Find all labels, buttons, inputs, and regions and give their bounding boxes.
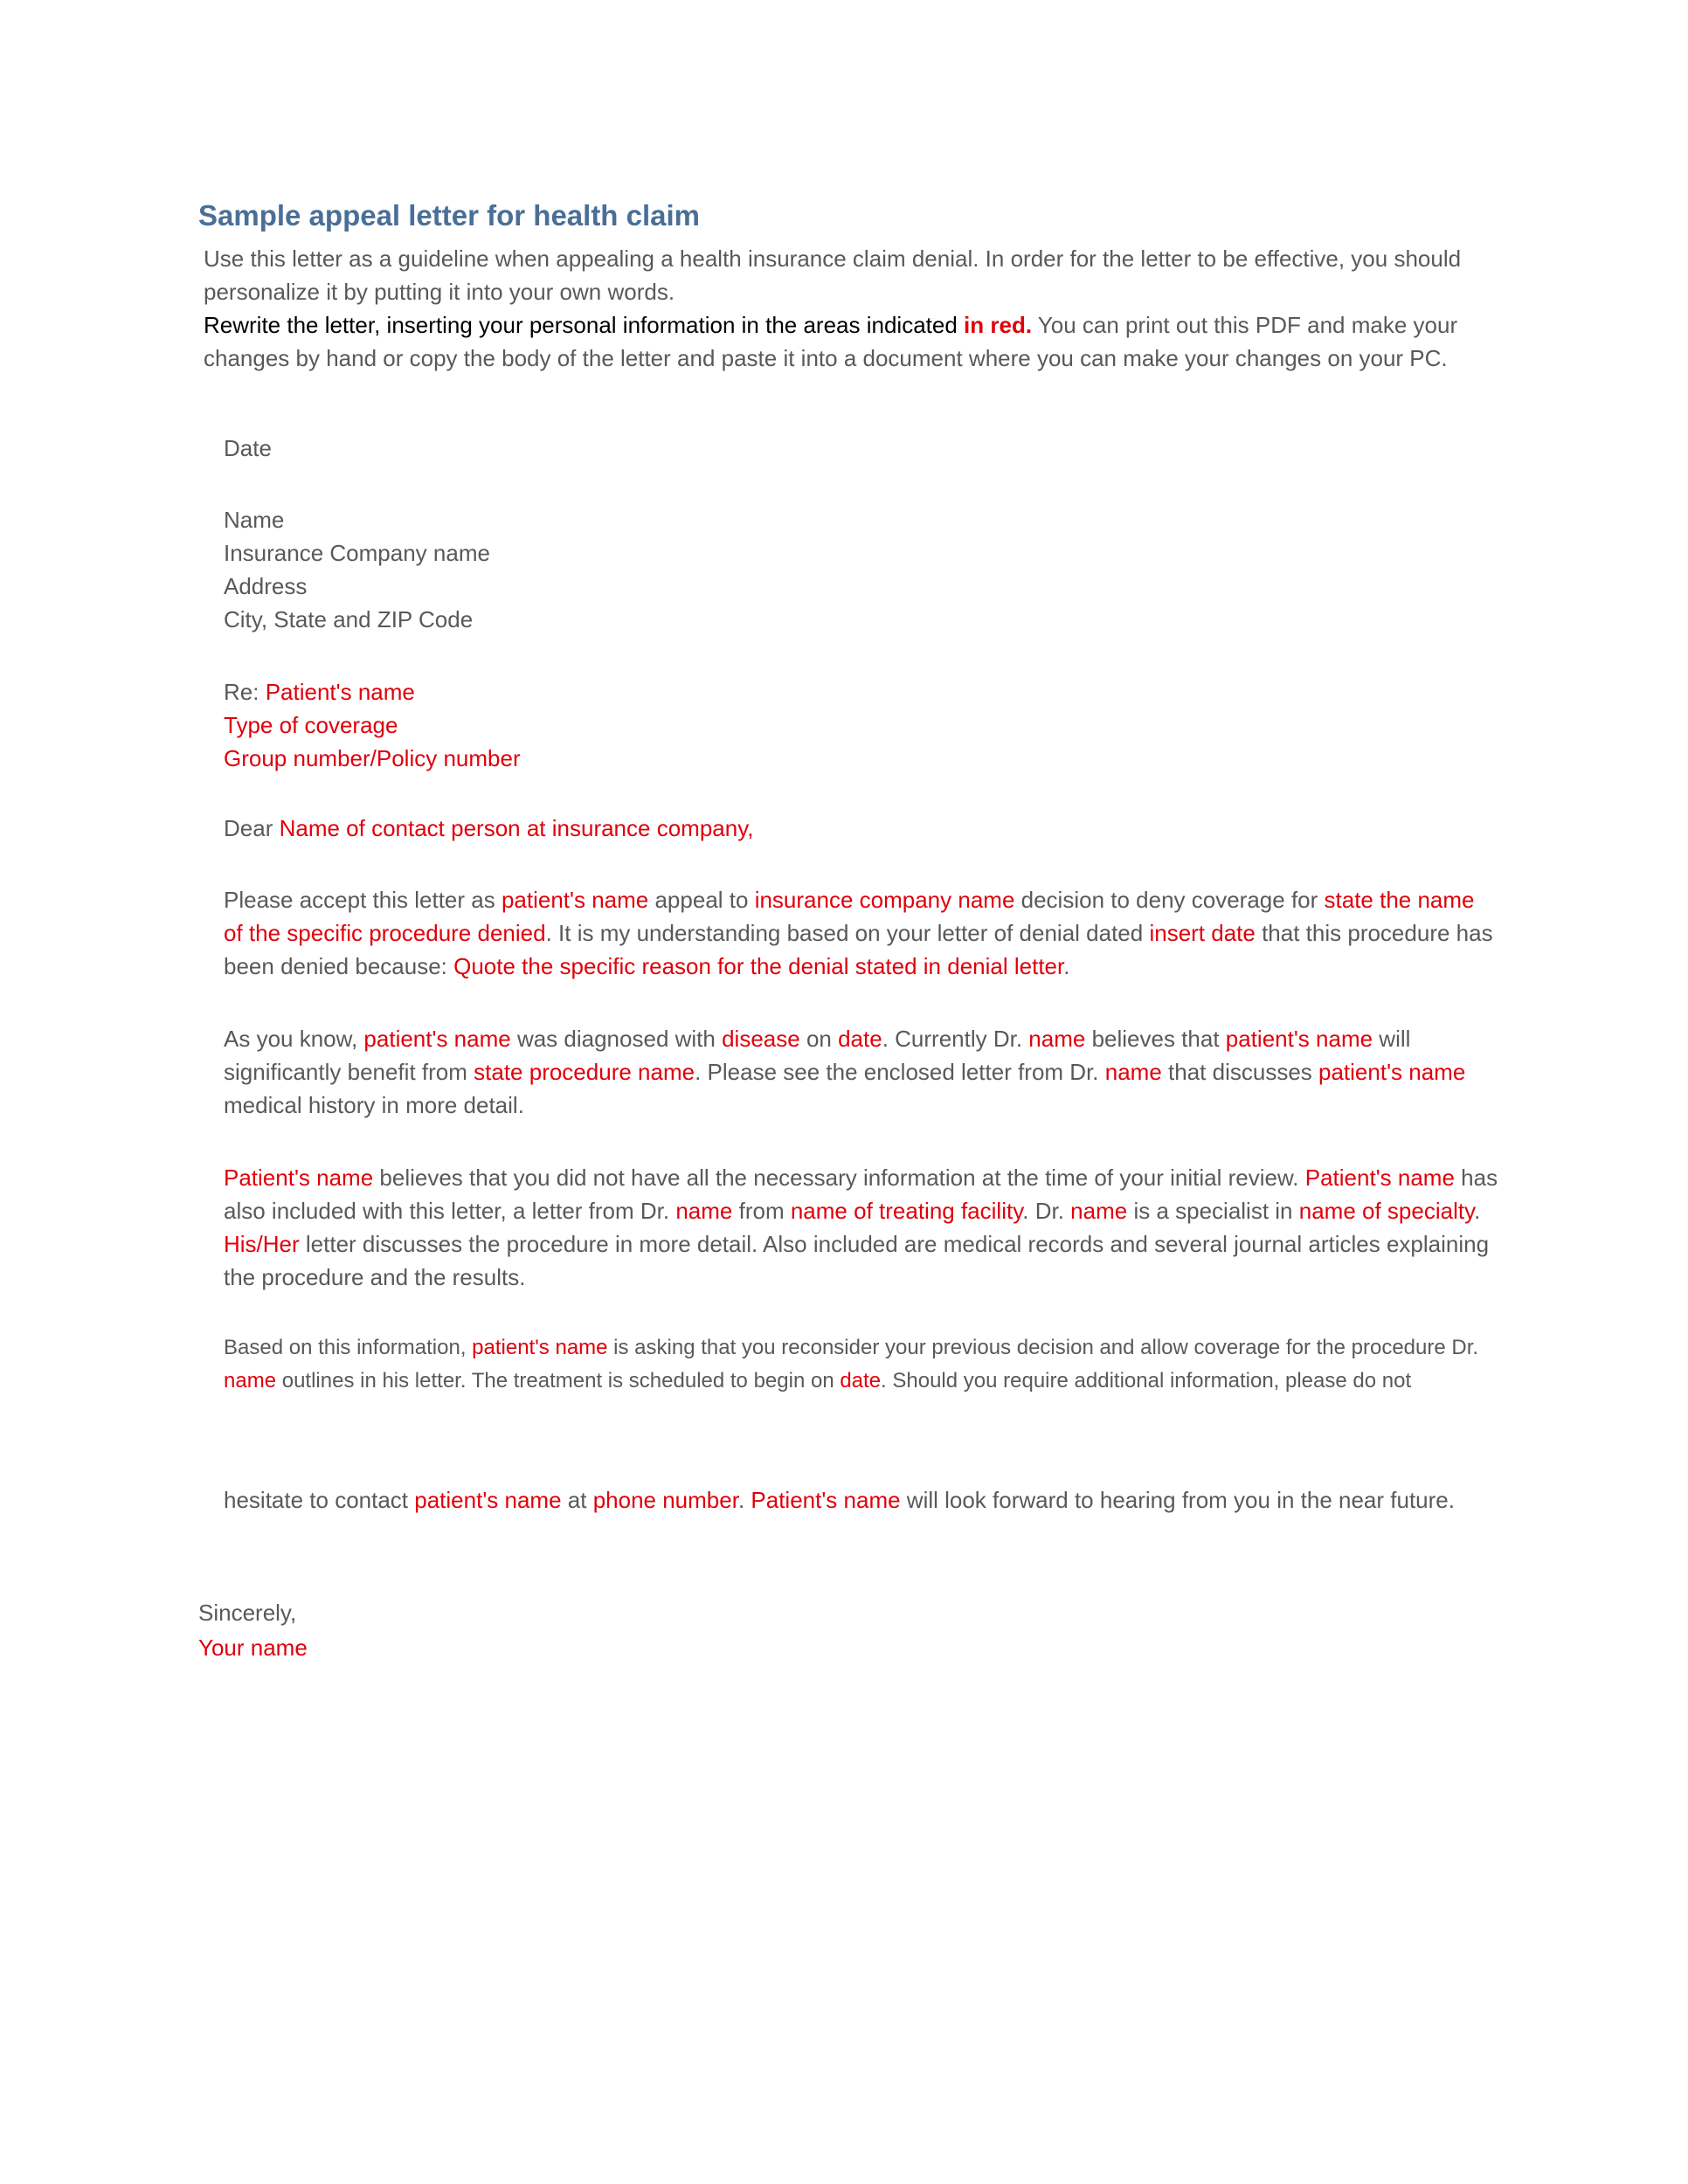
- letter-text: .: [1063, 953, 1070, 979]
- placeholder-text: name of specialty: [1298, 1198, 1475, 1224]
- recipient-city: City, State and ZIP Code: [224, 606, 474, 632]
- placeholder-text: state the name of the specific procedure denied: [224, 887, 1475, 946]
- letter-text: believes that you did not have all the necessary information at the time of your initial review.: [373, 1165, 1305, 1191]
- intro-print-note: You can print out this PDF and make your changes by hand or copy the body of the letter and paste it into a document where you can make your changes on your PC.: [204, 312, 1458, 371]
- salutation-dear: Dear: [224, 815, 280, 841]
- placeholder-text: patient's name: [1225, 1026, 1373, 1052]
- letter-text: on: [799, 1026, 839, 1052]
- letter-text: appeal to: [648, 887, 755, 913]
- placeholder-text: name: [1070, 1198, 1128, 1224]
- placeholder-text: name of treating facility: [790, 1198, 1023, 1224]
- salutation-contact: Name of contact person at insurance company,: [279, 815, 754, 841]
- intro-instruction: Rewrite the letter, inserting your personal information in the areas indicated: [204, 312, 965, 338]
- letter-text: that this procedure has been denied because:: [224, 920, 1493, 979]
- letter-text: Please accept this letter as: [224, 887, 502, 913]
- body-paragraph-5: [224, 1482, 1499, 1518]
- placeholder-text: name: [1028, 1026, 1086, 1052]
- letter-text: that discusses: [1161, 1059, 1319, 1085]
- letter-text: . Please see the enclosed letter from Dr.: [695, 1059, 1105, 1085]
- recipient-company: Insurance Company name: [224, 540, 490, 566]
- placeholder-text: date: [840, 1369, 882, 1393]
- letter-text: .: [737, 1487, 751, 1513]
- recipient-address-block: [224, 503, 1499, 636]
- letter-text: decision to deny coverage for: [1014, 887, 1325, 913]
- intro-paragraph-2: [204, 308, 1479, 375]
- letter-text: hesitate to contact: [224, 1487, 415, 1513]
- letter-text: was diagnosed with: [510, 1026, 723, 1052]
- letter-text: from: [732, 1198, 791, 1224]
- letter-text: is a specialist in: [1127, 1198, 1299, 1224]
- reference-block: [224, 675, 1499, 775]
- letter-text: at: [561, 1487, 593, 1513]
- placeholder-text: phone number: [592, 1487, 738, 1513]
- letter-text: . It is my understanding based on your letter of denial dated: [545, 920, 1150, 946]
- placeholder-text: Patient's name: [224, 1165, 374, 1191]
- letter-date: Date: [224, 435, 272, 461]
- intro-paragraph-1: Use this letter as a guideline when appealing a health insurance claim denial. In order for the letter to be effective, you should personalize it by putting it into your own words.: [204, 245, 1462, 305]
- intro-text: [204, 242, 1479, 375]
- letter-text: As you know,: [224, 1026, 364, 1052]
- body-paragraph-4: [224, 1331, 1499, 1398]
- body-paragraph-3: [224, 1161, 1499, 1294]
- placeholder-text: name: [1104, 1059, 1162, 1085]
- body-paragraph-2: [224, 1022, 1499, 1122]
- placeholder-text: insert date: [1149, 920, 1256, 946]
- closing-block: [198, 1595, 308, 1665]
- placeholder-text: patient's name: [1318, 1059, 1466, 1085]
- closing-your-name: Your name: [198, 1635, 308, 1661]
- placeholder-text: patient's name: [363, 1026, 511, 1052]
- letter-text: . Currently Dr.: [882, 1026, 1029, 1052]
- recipient-address: Address: [224, 573, 308, 599]
- body-paragraph-1: [224, 883, 1499, 983]
- letter-text: outlines in his letter. The treatment is scheduled to begin on: [276, 1369, 841, 1393]
- letter-text: will significantly benefit from: [224, 1026, 1411, 1085]
- placeholder-text: insurance company name: [754, 887, 1015, 913]
- letter-text: medical history in more detail.: [224, 1092, 524, 1118]
- letter-text: . Should you require additional information, please do not: [881, 1369, 1412, 1393]
- letter-text: believes that: [1085, 1026, 1226, 1052]
- placeholder-text: patient's name: [472, 1336, 608, 1359]
- letter-text: is asking that you reconsider your previous decision and allow coverage for the procedure Dr.: [607, 1336, 1479, 1359]
- in-red-emphasis: in red.: [964, 312, 1033, 338]
- closing-sincerely: Sincerely,: [198, 1600, 297, 1626]
- placeholder-text: patient's name: [414, 1487, 562, 1513]
- letter-text: .: [1474, 1198, 1481, 1224]
- placeholder-text: patient's name: [501, 887, 649, 913]
- letter-text: letter discusses the procedure in more detail. Also included are medical records and several journal articles explaining the procedure and the results.: [224, 1231, 1490, 1290]
- placeholder-text: disease: [722, 1026, 800, 1052]
- placeholder-text: name: [224, 1369, 277, 1393]
- placeholder-text: Quote the specific reason for the denial stated in denial letter: [453, 953, 1064, 979]
- re-patient-name: Patient's name: [265, 679, 415, 705]
- re-line: [224, 675, 1499, 708]
- letter-text: Based on this information,: [224, 1336, 473, 1359]
- letter-text: will look forward to hearing from you in the near future.: [900, 1487, 1455, 1513]
- re-policy-number: Group number/Policy number: [224, 745, 521, 771]
- placeholder-text: His/Her: [224, 1231, 300, 1257]
- document-title: Sample appeal letter for health claim: [198, 199, 701, 232]
- letter-text: . Dr.: [1022, 1198, 1071, 1224]
- re-coverage: Type of coverage: [224, 712, 398, 738]
- re-label: Re:: [224, 679, 266, 705]
- letter-text: has also included with this letter, a letter from Dr.: [224, 1165, 1498, 1224]
- recipient-name: Name: [224, 507, 285, 533]
- placeholder-text: name: [675, 1198, 733, 1224]
- placeholder-text: Patient's name: [751, 1487, 901, 1513]
- placeholder-text: state procedure name: [474, 1059, 695, 1085]
- salutation: [224, 812, 1499, 845]
- placeholder-text: date: [838, 1026, 882, 1052]
- placeholder-text: Patient's name: [1304, 1165, 1455, 1191]
